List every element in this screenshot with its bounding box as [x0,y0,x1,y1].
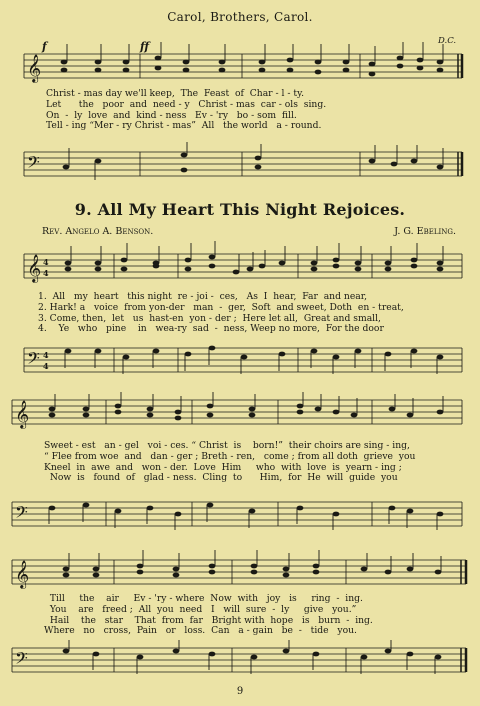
svg-text:4: 4 [43,361,49,371]
system2-verse-4: Now is found of glad - ness. Cling to Him, for He will guide you [44,472,398,484]
system3-verse-3: Hail the star That from far Bright with hope is burn - ing. [44,614,373,626]
hymn-composer: J. G. Ebeling. [394,226,456,237]
carol-verse-1: Christ - mas day we'll keep, The Feast of Char - l - ty. [46,88,304,99]
carol-lyrics [46,89,466,132]
page-number: 9 [236,686,244,697]
system1-treble-staff [0,238,480,290]
system2-verse-2: “ Flee from woe and dan - ger ; Breth - ren, come ; from all doth grieve you [44,450,416,462]
system1-verse-4: 4. Ye who pine in wea-ry sad - ness, Weep no more, For the door [38,323,384,335]
system2-lyrics [44,441,474,484]
hymn-title: 9. All My Heart This Night Rejoices. [74,200,406,219]
carol-treble-staff [0,40,480,90]
system3-bass-staff [0,640,480,684]
carol-verse-3: On - ly love and kind - ness Ev - 'ry bo - som fill. [46,109,297,121]
system3-verse-1: Till the air Ev - 'ry - where Now with joy is ring - ing. [44,593,363,604]
system3-lyrics [44,594,474,637]
da-capo-mark: D.C. [438,36,457,46]
system2-verse-3: Kneel in awe and won - der. Love Him who with love is yearn - ing ; [44,461,402,473]
svg-text:𝄢: 𝄢 [27,348,40,372]
svg-text:𝄢: 𝄢 [15,502,28,526]
svg-text:4: 4 [43,268,49,278]
svg-text:𝄞: 𝄞 [15,400,30,428]
svg-text:4: 4 [43,257,49,267]
carol-bass-staff [0,140,480,192]
system1-verse-3: 3. Come, then, let us hast-en yon - der ; Here let all, Great and small, [38,312,381,324]
carol-verse-4: Tell - ing “Mer - ry Christ - mas” All the world a - round. [46,120,322,132]
svg-text:𝄞: 𝄞 [27,54,42,82]
system3-verse-2: You are freed ; All you need I will sure - ly give you.” [44,603,357,615]
svg-text:4: 4 [43,350,49,360]
system1-verse-1: 1. All my heart this night re - joi - ces, As I hear, Far and near, [38,291,368,302]
system3-verse-4: Where no cross, Pain or loss. Can a - gain be - tide you. [44,625,357,637]
svg-text:𝄞: 𝄞 [15,560,30,588]
svg-text:𝄞: 𝄞 [27,254,42,282]
system1-verse-2: 2. Hark! a voice from yon-der man - ger, Soft and sweet, Doth en - treat, [38,301,404,313]
system2-verse-1: Sweet - est an - gel voi - ces. “ Christ is born!” their choirs are sing - ing, [44,440,410,451]
running-head: Carol, Brothers, Carol. [167,10,313,24]
system2-treble-staff [0,392,480,436]
svg-text:𝄢: 𝄢 [15,648,28,672]
system1-bass-staff [0,340,480,386]
system1-lyrics [38,292,468,335]
dynamic-fortissimo: ff [140,40,150,53]
system3-treble-staff [0,548,480,596]
svg-text:𝄢: 𝄢 [27,152,40,176]
dynamic-forte: f [42,40,47,53]
system2-bass-staff [0,490,480,540]
hymn-author: Rev. Angelo A. Benson. [42,226,154,237]
carol-verse-2: Let the poor and need - y Christ - mas car - ols sing. [46,98,327,110]
